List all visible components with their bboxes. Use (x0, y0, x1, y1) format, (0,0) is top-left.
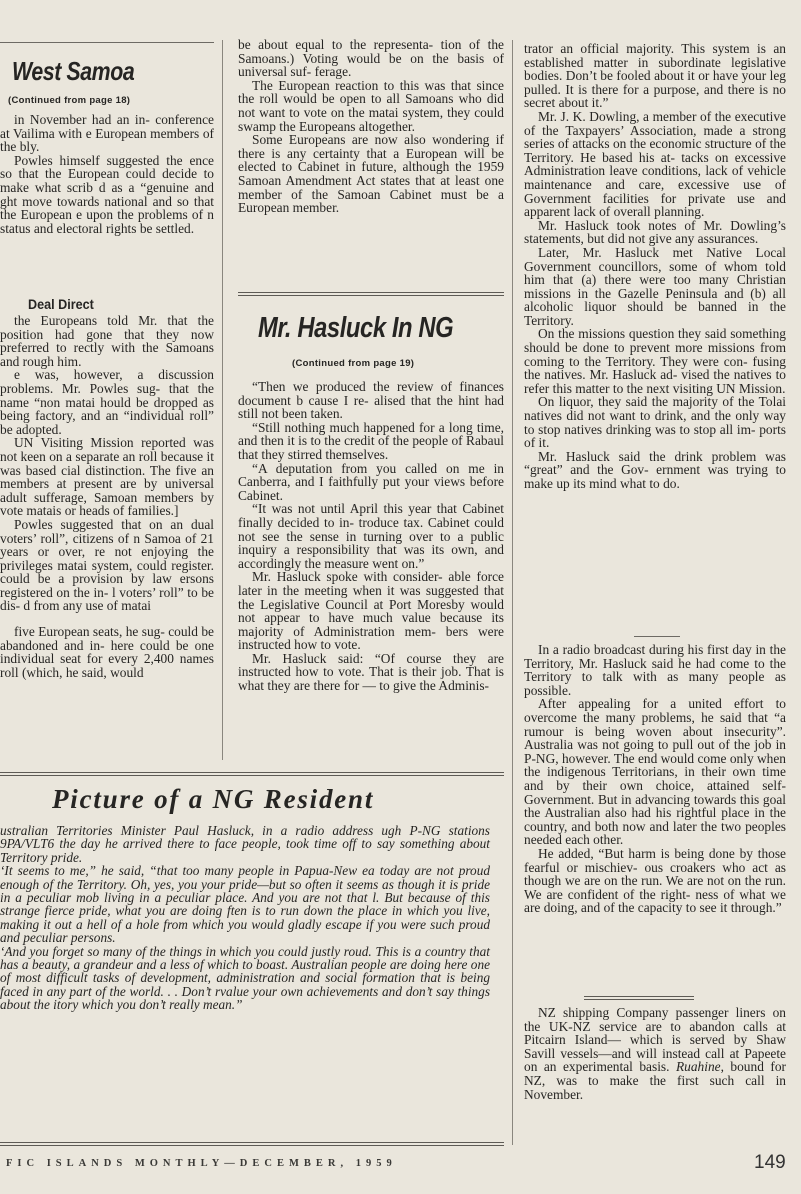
hasluck-continued-text (524, 42, 786, 491)
top-rule (0, 42, 214, 43)
section-double-rule (238, 292, 504, 296)
paragraph: Later, Mr. Hasluck met Native Local Government councillors, some of whom told him that (a) there were too many Christian missions in the Gazelle Peninsula and (b) all alcoholic liquor should be banned in the Territory. (524, 244, 786, 328)
continued-note: (Continued from page 19) (292, 358, 415, 369)
deal-direct-subhead: Deal Direct (28, 296, 94, 312)
paragraph: in November had an in- conference at Vailima with e European members of the bly. (0, 112, 214, 155)
paragraph: In a radio broadcast during his first day in the Territory, Mr. Hasluck said he had come to the Territory to talk with as many people as possible. (524, 642, 786, 698)
shipping-news-text (524, 1006, 786, 1101)
paragraph: five European seats, he sug- could be abandoned and in- here could be one individual seat for every 2,400 names roll (which, he said, would (0, 624, 214, 680)
paragraph: e was, however, a discussion problems. Mr. Powles sug- that the name “non matai hould be dropped as being factory, and an “individual roll” be adopted. (0, 367, 214, 437)
column-divider (512, 40, 513, 1145)
paragraph: ‘It seems to me,” he said, “that too many people in Papua-New ea today are not proud enough of the Territory. Oh, yes, you your pride—but so often it seems as though it is pride in a peculiar mob living in a peculiar place. And you are not that l. But because of this strange fierce pride, what you are doing ften is to run down the place in which you live, making it out a hell of a hole from which you would gladly escape if you were such proud and peculiar persons. (0, 863, 490, 946)
shipping-text-end: , bound for NZ, was to make the first such call in November. (524, 1059, 786, 1102)
paragraph: Mr. Hasluck took notes of Mr. Dowling’s statements, but did not give any assurances. (524, 217, 786, 247)
paragraph: After appealing for a united effort to overcome the many problems, he said that “a rumour is being woven about insecurity”. Australia was not going to pull out of the job in P-NG, however. The end would come only when the indigenous Territorians, in their own time and by their own choice, attained self-Government. But in advancing towards this goal the Australian also had his rightful place in the country, and both now and later the two peoples needed each other. (524, 696, 786, 848)
box-text (0, 824, 490, 1012)
paragraph: Mr. Hasluck said the drink problem was “great” and the Gov- ernment was trying to make up its mind what to do. (524, 448, 786, 491)
ship-name: Ruahine (675, 1059, 721, 1075)
west-samoa-text-1 (0, 113, 214, 235)
page-number: 149 (754, 1152, 786, 1173)
picture-box (0, 772, 504, 1148)
paragraph: be about equal to the representa- tion of the Samoans.) Voting would be on the basis of universal suf- ferage. (238, 37, 504, 80)
hasluck-text (238, 380, 504, 693)
paragraph: On the missions question they said something should be done to prevent more missions from coming to the Territory. They were con- fusing the natives. Mr. Hasluck ad- vised the natives to refer this matter to the next visiting UN Mission. (524, 326, 786, 396)
paragraph: Some Europeans are now also wondering if there is any certainty that a European will be elected to Cabinet in future, although the 1959 Samoan Amendment Act states that at least one member of the Samoan Cabinet must be a European member. (238, 132, 504, 216)
short-double-rule (584, 996, 694, 1000)
box-bottom-rule (0, 1142, 504, 1146)
hasluck-title: Mr. Hasluck In NG (258, 312, 454, 344)
paragraph: “It was not until April this year that Cabinet finally decided to in- troduce tax. Cabinet could not see the sense in turning over to a public inquiry a responsibility that was its own, and accordingly the measure went on.” (238, 501, 504, 571)
paragraph: On liquor, they said the majority of the Tolai natives did not want to drink, and the only way to stop natives drinking was to stop all im- ports of it. (524, 394, 786, 451)
footer-masthead: FIC ISLANDS MONTHLY—DECEMBER, 1959 (6, 1158, 397, 1169)
paragraph: “A deputation from you called on me in Canberra, and I faithfully put your views before Cabinet. (238, 460, 504, 503)
samoa-continuation-text (238, 38, 504, 215)
paragraph: Mr. Hasluck spoke with consider- able force later in the meeting when it was suggested that the Legislative Council at Port Moresby would not appear to have much value because its majority of Administration mem- bers were instructed how to vote. (238, 569, 504, 653)
paragraph: ‘And you forget so many of the things in which you could justly roud. This is a country that has a beauty, a grandeur and a less of which to boast. Australian people are doing here one of most difficult tasks of development, administration and social formation that is being faced in any part of the world. . . Don’t rvalue your own achievements and don’t say things about the itory which you don’t really mean.” (0, 943, 490, 1013)
column-divider (222, 40, 223, 760)
paragraph: Mr. Hasluck said: “Of course they are instructed how to vote. That is their job. That is what they are there for — to give the Adminis- (238, 650, 504, 694)
west-samoa-text-2 (0, 314, 214, 679)
paragraph: Powles suggested that on an dual voters’ roll”, citizens of n Samoa of 21 years or over, re not enjoying the privileges matai system, could register. could be a provision by law ersons registered on the in- l voters’ roll” to be dis- d from any use of matai (0, 516, 214, 614)
paragraph: trator an official majority. This system is an established matter in subordinate legislative bodies. Don’t be fooled about it or have your leg pulled. It is there for a purpose, and there is no secret about it.” (524, 41, 786, 111)
short-rule (634, 636, 680, 637)
paragraph: ustralian Territories Minister Paul Hasluck, in a radio address ugh P-NG stations 9PA/VLT6 the day he arrived there to face people, took time off to say something about Territory pride. (0, 823, 490, 865)
radio-broadcast-text (524, 643, 786, 915)
paragraph: The European reaction to this was that since the roll would be open to all Samoans who did not want to vote on the matai system, they could swamp the Europeans altogether. (238, 77, 504, 134)
paragraph: He added, “But harm is being done by those fearful or mischiev- ous croakers who act as though we are on the run. We are not on the run. We are confident of the right- ness of what we are doing, and of the capacity to see it through.” (524, 845, 786, 916)
paragraph: Mr. J. K. Dowling, a member of the executive of the Taxpayers’ Association, made a strong series of attacks on the economic structure of the Territory. He based his at- tacks on excessive Administration leave conditions, lack of vehicle maintenance and care, excessive use of Government facilities for private use and apparent lack of overall planning. (524, 108, 786, 220)
box-title: Picture of a NG Resident (52, 784, 375, 814)
paragraph: the Europeans told Mr. that the position had gone that they now preferred to rectly with the Samoans and rough him. (0, 313, 214, 369)
paragraph: “Still nothing much happened for a long time, and then it is to the credit of the people of Rabaul that they stirred themselves. (238, 419, 504, 462)
paragraph (524, 1006, 786, 1101)
shipping-text: NZ shipping Company passenger liners on the UK-NZ service are to abandon calls at Pitcairn Island— which is served by Shaw Savill vessels—and will instead call at Papeete on an experimental basis. (524, 1005, 786, 1075)
box-top-rule (0, 772, 504, 776)
paragraph: UN Visiting Mission reported was not keen on a separate an roll because it was based cial distinction. The five an members at present are by universal adult sufferage, Samoan members by vote matais or heads of families.] (0, 435, 214, 519)
paragraph: Powles himself suggested the ence so that the European could decide to make what scrib d as a “genuine and ght move towards national and so that the European e upon the problems of n status and electoral rights be settled. (0, 152, 214, 236)
paragraph: “Then we produced the review of finances document b cause I re- alised that the hint had still not been taken. (238, 379, 504, 422)
continued-note: (Continued from page 18) (8, 95, 131, 106)
west-samoa-title: West Samoa (12, 56, 135, 86)
